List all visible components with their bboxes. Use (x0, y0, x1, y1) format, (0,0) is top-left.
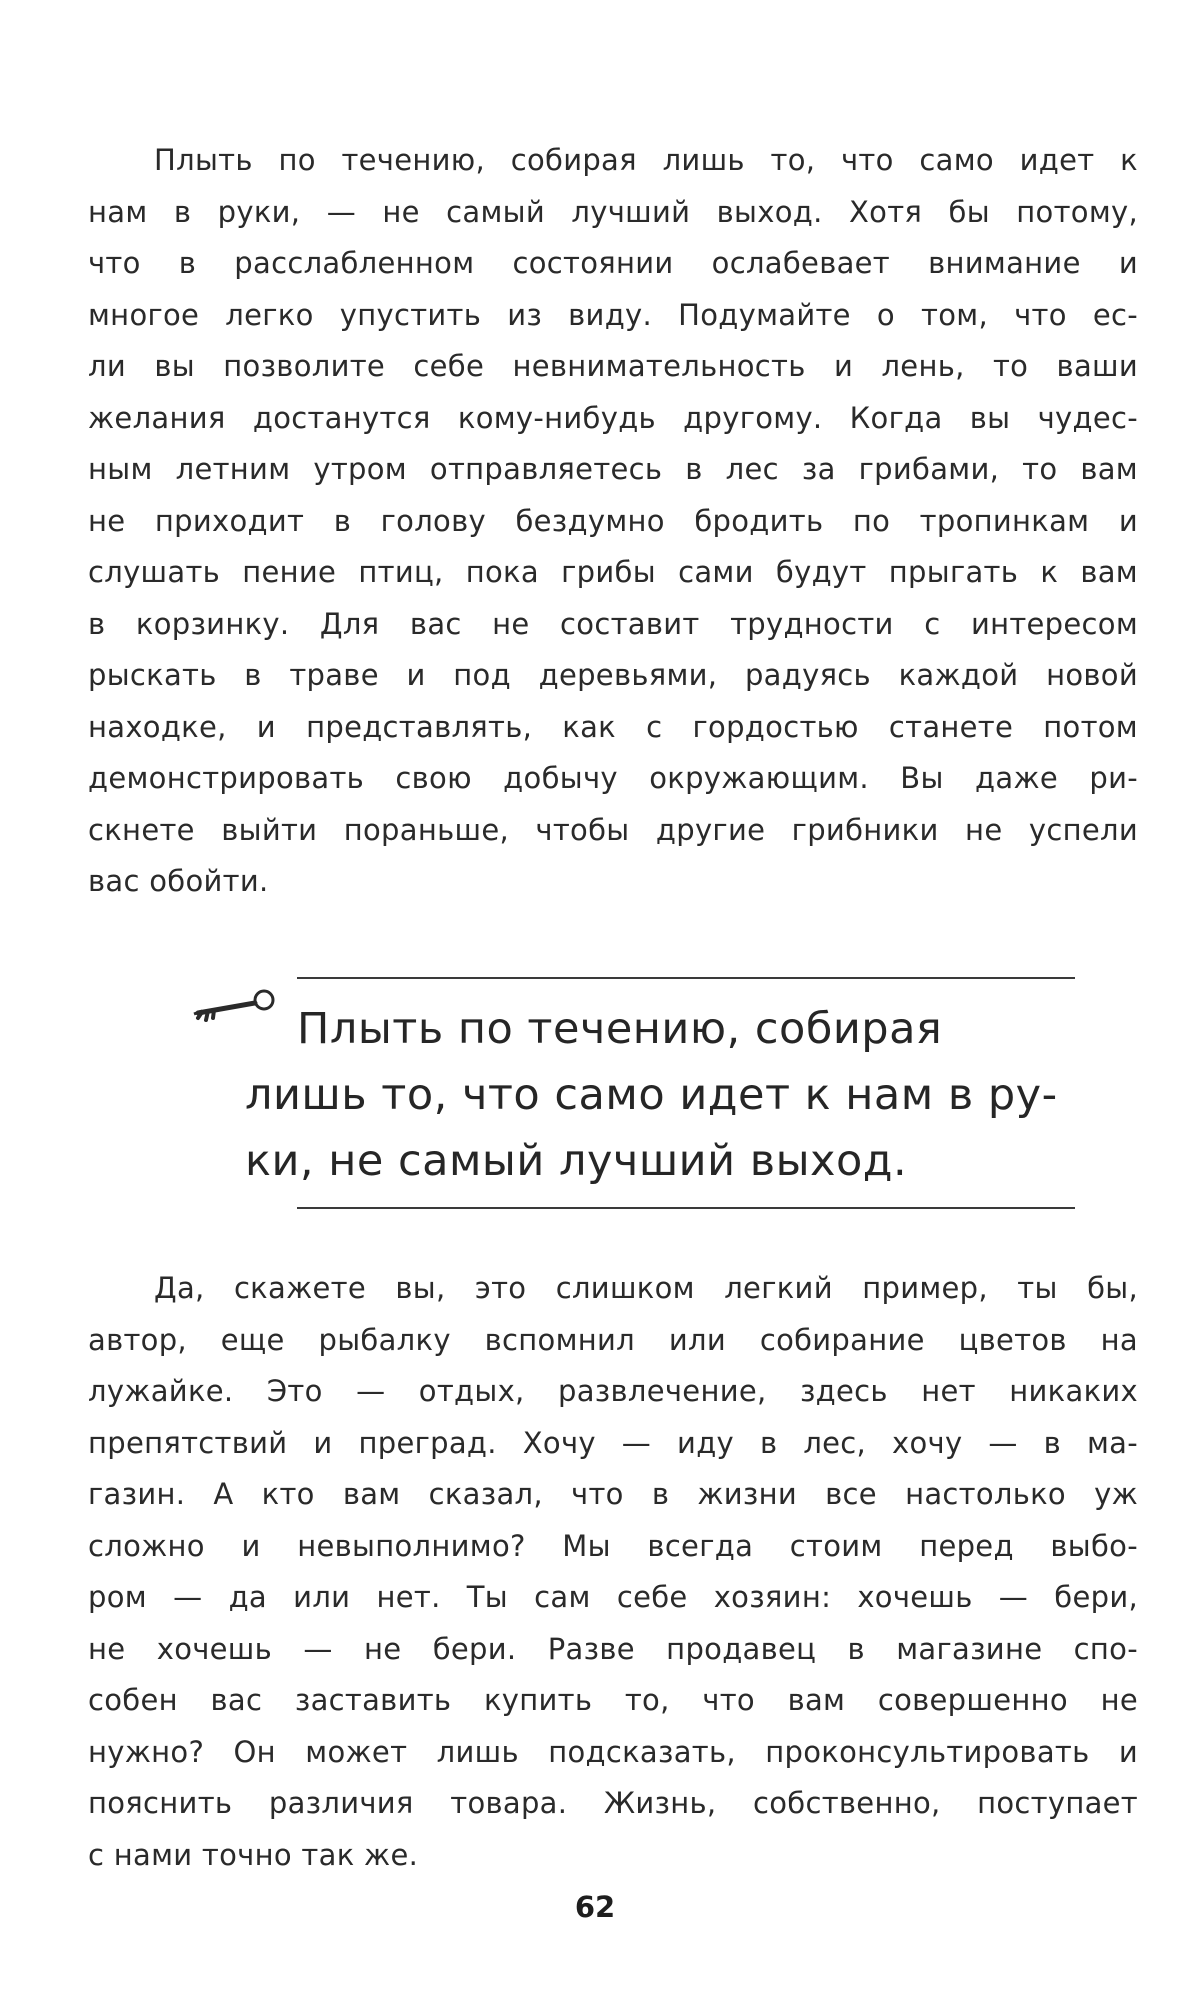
paragraph-line: не приходит в голову бездумно бродить по тропинкам и (88, 503, 1138, 538)
paragraph-line: с нами точно так же. (88, 1837, 419, 1872)
paragraph-line: находке, и представлять, как с гордостью станете потом (88, 709, 1138, 744)
paragraph-line: желания достанутся кому-нибудь другому. Когда вы чудес- (88, 400, 1138, 435)
callout-top-rule (297, 977, 1075, 979)
key-quote-line: Плыть по течению, собирая (297, 1004, 943, 1054)
paragraph-1 (88, 135, 1138, 908)
paragraph-line: не хочешь — не бери. Разве продавец в магазине спо- (88, 1631, 1138, 1666)
paragraph-line: скнете выйти пораньше, чтобы другие грибники не успели (88, 812, 1138, 847)
paragraph-line: ром — да или нет. Ты сам себе хозяин: хочешь — бери, (88, 1580, 1138, 1614)
paragraph-line: ным летним утром отправляетесь в лес за грибами, то вам (88, 452, 1138, 486)
paragraph-line: собен вас заставить купить то, что вам совершенно не (88, 1683, 1138, 1717)
paragraph-line: лужайке. Это — отдых, развлечение, здесь нет никаких (88, 1374, 1138, 1408)
paragraph-line: препятствий и преград. Хочу — иду в лес, хочу — в ма- (88, 1425, 1138, 1460)
page-number: 62 (574, 1890, 616, 1924)
paragraph-line: демонстрировать свою добычу окружающим. Вы даже ри- (88, 761, 1138, 795)
paragraph-2 (88, 1263, 1138, 1881)
callout-bottom-rule (297, 1207, 1075, 1209)
paragraph-line: многое легко упустить из виду. Подумайте о том, что ес- (88, 297, 1138, 332)
key-quote (245, 996, 1075, 1194)
paragraph-line: Да, скажете вы, это слишком легкий пример, ты бы, (154, 1271, 1138, 1305)
paragraph-line: ли вы позволите себе невнимательность и лень, то ваши (88, 349, 1138, 383)
paragraph-line: сложно и невыполнимо? Мы всегда стоим перед выбо- (88, 1528, 1138, 1563)
paragraph-line: газин. А кто вам сказал, что в жизни все настолько уж (88, 1477, 1138, 1511)
paragraph-line: нам в руки, — не самый лучший выход. Хотя бы потому, (88, 194, 1138, 229)
paragraph-line: рыскать в траве и под деревьями, радуясь каждой новой (88, 658, 1138, 692)
paragraph-line: Плыть по течению, собирая лишь то, что само идет к (154, 143, 1138, 177)
paragraph-line: пояснить различия товара. Жизнь, собственно, поступает (88, 1786, 1138, 1820)
key-quote-line: ки, не самый лучший выход. (245, 1136, 908, 1186)
paragraph-line: автор, еще рыбалку вспомнил или собирание цветов на (88, 1322, 1138, 1357)
paragraph-line: вас обойти. (88, 864, 269, 898)
paragraph-line: слушать пение птиц, пока грибы сами будут прыгать к вам (88, 555, 1138, 589)
paragraph-line: что в расслабленном состоянии ослабевает внимание и (88, 246, 1138, 280)
key-quote-line: лишь то, что само идет к нам в ру- (245, 1070, 1058, 1120)
paragraph-line: в корзинку. Для вас не составит трудности с интересом (88, 606, 1138, 641)
paragraph-line: нужно? Он может лишь подсказать, проконсультировать и (88, 1734, 1138, 1769)
